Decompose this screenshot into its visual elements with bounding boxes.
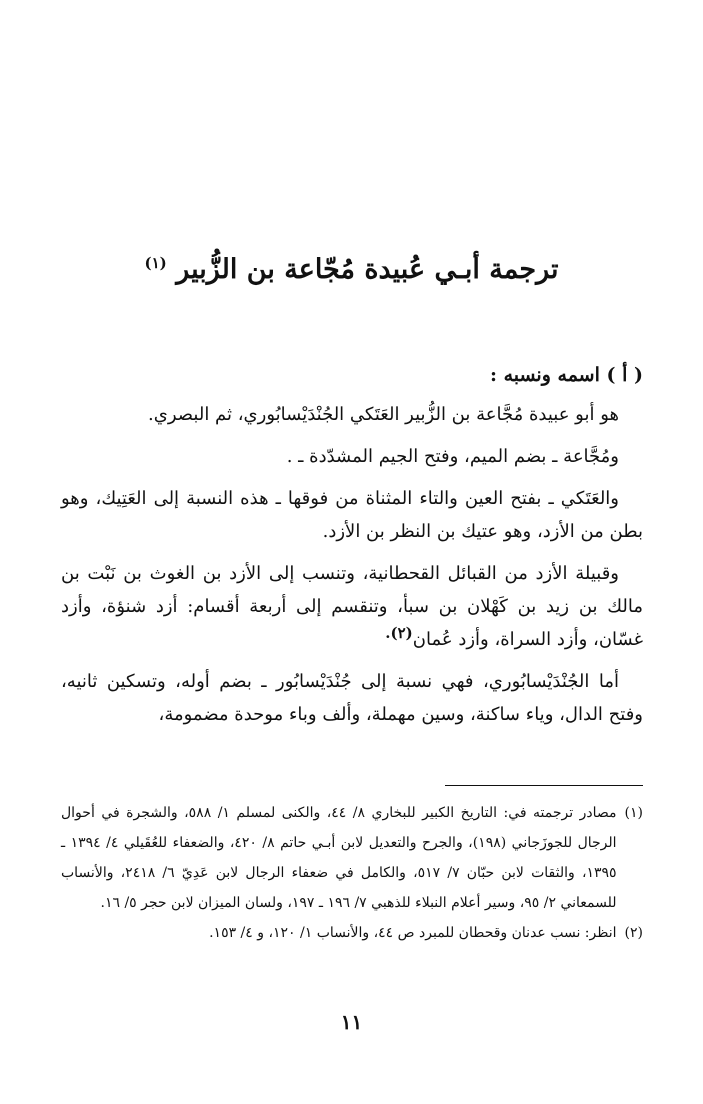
footnote-separator [445,785,643,786]
page-number: ١١ [340,1010,363,1034]
footnote-2-text: انظر: نسب عدنان وقحطان للمبرد ص ٤٤، والأنساب ١/ ١٢٠، و ٤/ ١٥٣. [209,925,617,941]
footnote-1 [61,798,643,918]
paragraph-3: والعَتَكي ـ بفتح العين والتاء المثناة من فوقها ـ هذه النسبة إلى العَتِيك، وهو بطن من الأزد، وهو عتيك بن النظر بن الأزد. [61,488,643,542]
body-text [61,398,643,740]
paragraph-4-footnote-ref[interactable]: (٢). [385,624,413,642]
paragraph-1: هو أبو عبيدة مُجَّاعة بن الزُّبير العَتَكي الجُنْدَيْسابُوري، ثم البصري. [148,404,619,425]
footnotes [61,798,643,948]
paragraph-4 [61,557,643,656]
footnote-1-text: مصادر ترجمته في: التاريخ الكبير للبخاري ٨/ ٤٤، والكنى لمسلم ١/ ٥٨٨، والشجرة في أحوال الرجال للجوزَجاني (١٩٨)، والجرح والتعديل لابن أبـي حاتم ٨/ ٤٢٠، والضعفاء للعُقَيلي ٤/ ١٣٩٤ ـ ١٣٩٥، والثقات لابن حبّان ٧/ ٥١٧، والكامل في ضعفاء الرجال لابن عَدِيّ ٦/ ٢٤١٨، والأنساب للسمعاني ٢/ ٩٥، وسير أعلام النبلاء للذهبي ٧/ ١٩٦ ـ ١٩٧، ولسان الميزان لابن حجر ٥/ ١٦. [61,805,617,911]
paragraph-5: أما الجُنْدَيْسابُوري، فهي نسبة إلى جُنْدَيْسابُور ـ بضم أوله، وتسكين ثانيه، وفتح الدال، وياء ساكنة، وسين مهملة، وألف وباء موحدة مضمومة، [61,671,643,725]
footnote-2 [61,918,643,948]
chapter-title-footnote-ref[interactable]: (١) [144,254,167,273]
section-heading: ( أ ) اسمه ونسبه : [489,363,643,386]
footnote-1-number: (١) [624,805,643,821]
chapter-title-text: ترجمة أبـي عُبيدة مُجّاعة بن الزُّبير [176,254,559,286]
paragraph-4-text: وقبيلة الأزد من القبائل القحطانية، وتنسب إلى الأزد بن الغوث بن نَبْت بن مالك بن زيد بن كَهْلان بن سبأ، وتنقسم إلى أربعة أقسام: أزد شنؤة، وأزد غسّان، وأزد السراة، وأزد عُمان [61,563,643,650]
chapter-title [100,252,603,287]
footnote-2-number: (٢) [624,925,643,941]
paragraph-2: ومُجَّاعة ـ بضم الميم، وفتح الجيم المشدّدة ـ . [286,446,619,467]
